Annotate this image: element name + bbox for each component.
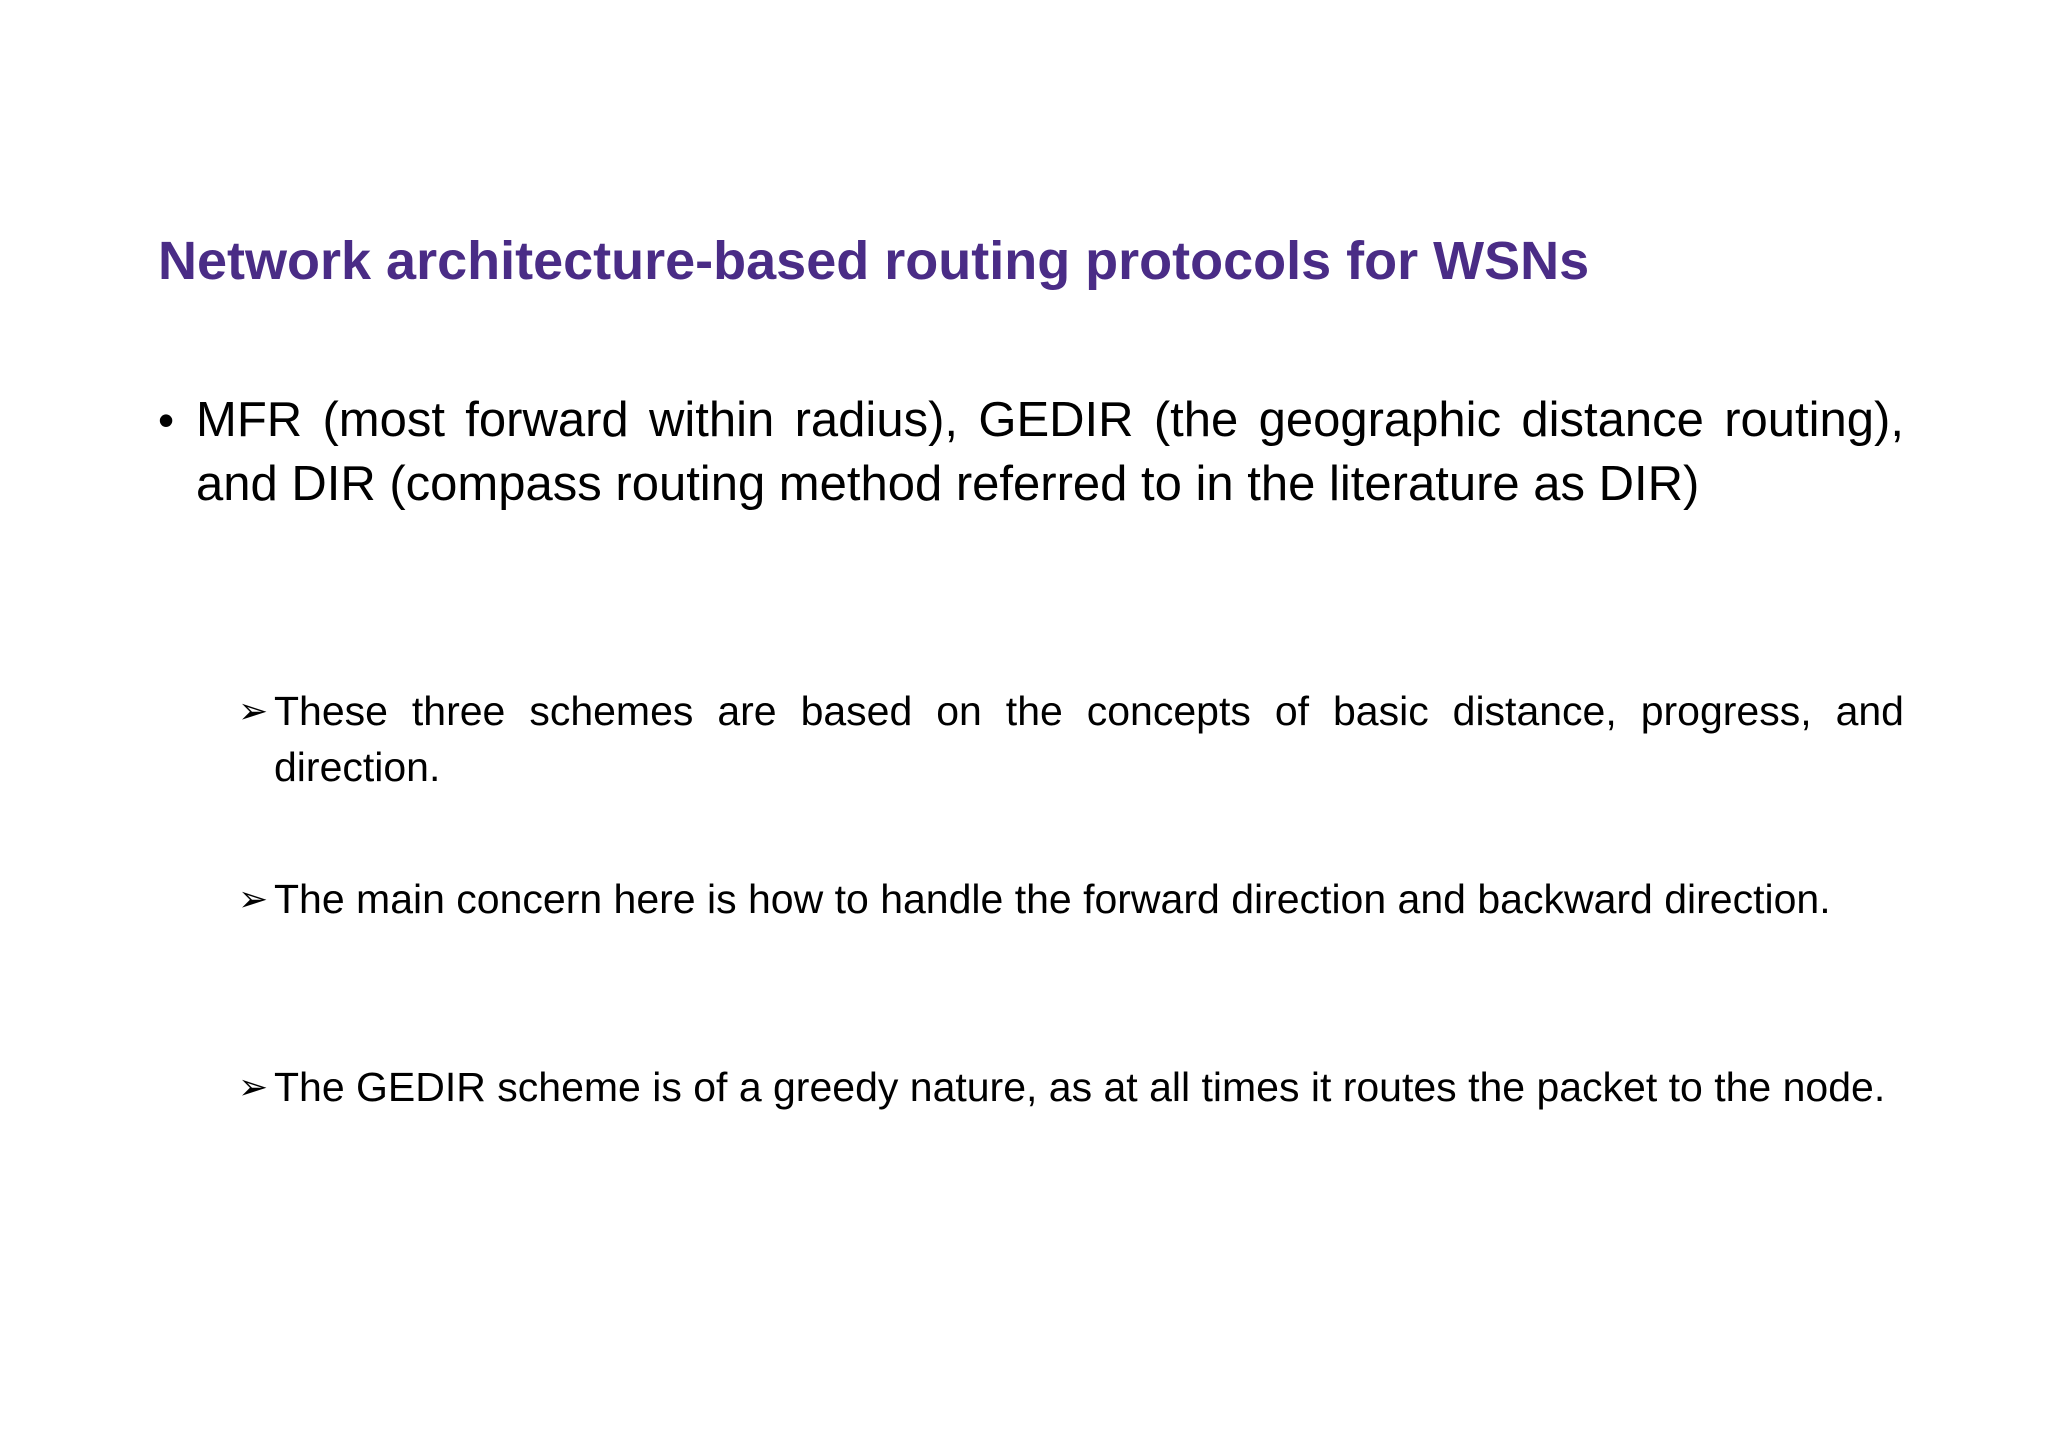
main-bullet [158, 388, 1904, 516]
sub-bullet [238, 1059, 1904, 1115]
sub-bullet-text: The main concern here is how to handle the forward direction and backward direction. [274, 876, 1831, 922]
arrow-bullet-icon: ➢ [238, 690, 269, 731]
bullet-marker: • [158, 394, 175, 446]
sub-bullet-text: The GEDIR scheme is of a greedy nature, as at all times it routes the packet to the node. [274, 1064, 1886, 1110]
sub-bullet [238, 871, 1904, 927]
bullet-text: MFR (most forward within radius), GEDIR (the geographic distance routing), and DIR (compass routing method referred to in the literature as DIR) [196, 393, 1904, 511]
sub-bullet [238, 683, 1904, 795]
arrow-bullet-icon: ➢ [238, 878, 269, 919]
arrow-bullet-icon: ➢ [238, 1066, 269, 1107]
slide-title: Network architecture-based routing protocols for WSNs [158, 231, 1590, 291]
sub-bullet-text: These three schemes are based on the concepts of basic distance, progress, and direction. [274, 688, 1904, 790]
